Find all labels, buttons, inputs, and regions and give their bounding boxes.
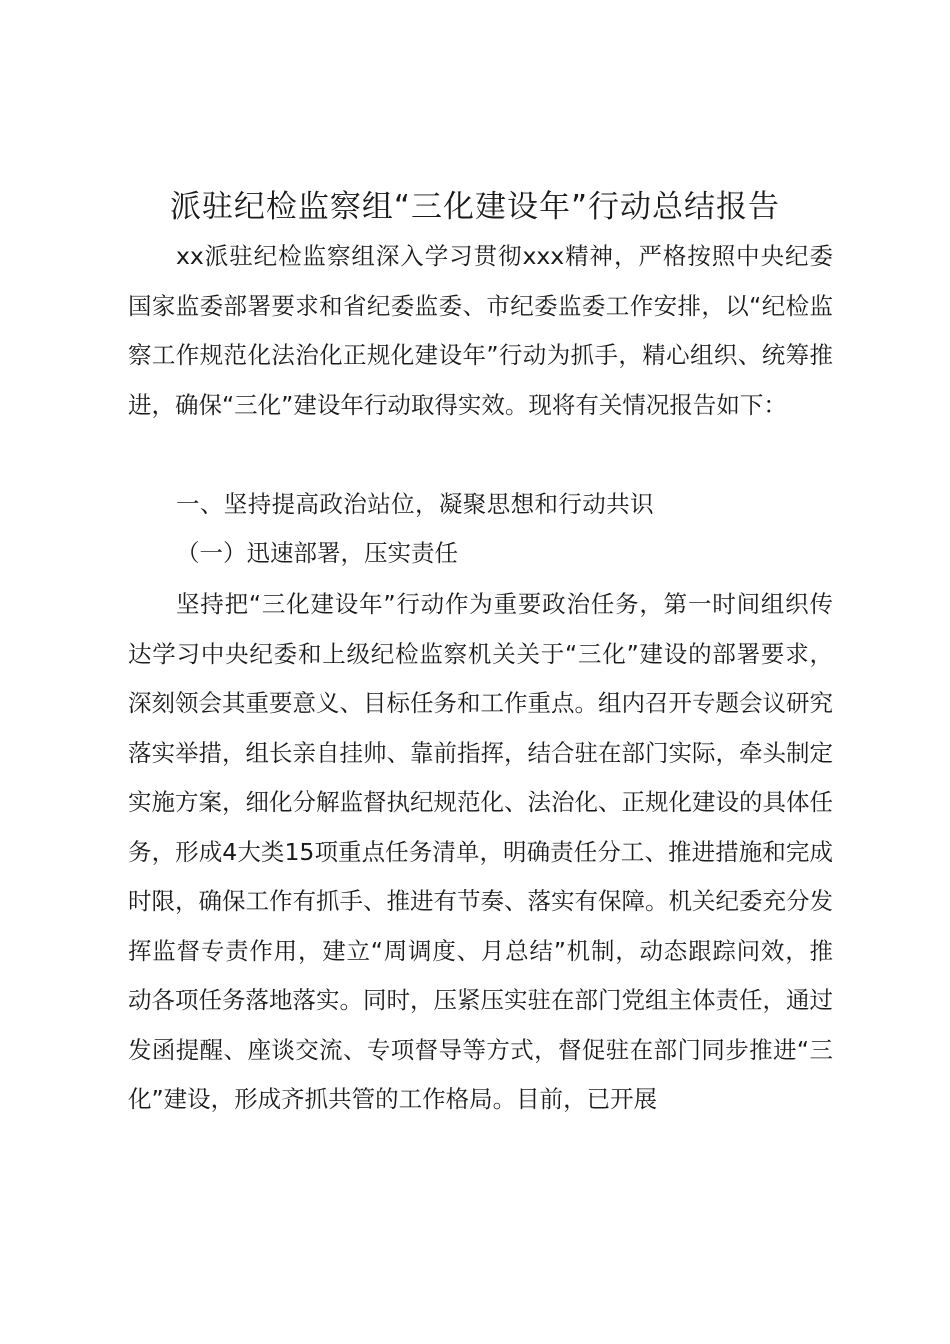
section-heading: 一、坚持提高政治站位，凝聚思想和行动共识 [176, 490, 654, 518]
body-paragraph: 坚持把“三化建设年”行动作为重要政治任务，第一时间组织传达学习中央纪委和上级纪检监察机关关于“三化”建设的部署要求，深刻领会其重要意义、目标任务和工作重点。组内召开专题会议研究落实举措，组长亲自挂帅、靠前指挥，结合驻在部门实际，牵头制定实施方案，细化分解监督执纪规范化、法治化、正规化建设的具体任务，形成4大类15项重点任务清单，明确责任分工、推进措施和完成时限，确保工作有抓手、推进有节奏、落实有保障。机关纪委充分发挥监督专责作用，建立“周调度、月总结”机制，动态跟踪问效，推动各项任务落地落实。同时，压紧压实驻在部门党组主体责任，通过发函提醒、座谈交流、专项督导等方式，督促驻在部门同步推进“三化”建设，形成齐抓共管的工作格局。目前，已开展 [128, 590, 833, 1113]
intro-paragraph: xx派驻纪检监察组深入学习贯彻xxx精神，严格按照中央纪委国家监委部署要求和省纪委监委、市纪委监委工作安排，以“纪检监察工作规范化法治化正规化建设年”行动为抓手，精心组织、统筹推进，确保“三化”建设年行动取得实效。现将有关情况报告如下： [128, 242, 833, 419]
document-title: 派驻纪检监察组“三化建设年”行动总结报告 [169, 189, 781, 225]
subsection-heading: （一）迅速部署，压实责任 [176, 539, 458, 567]
